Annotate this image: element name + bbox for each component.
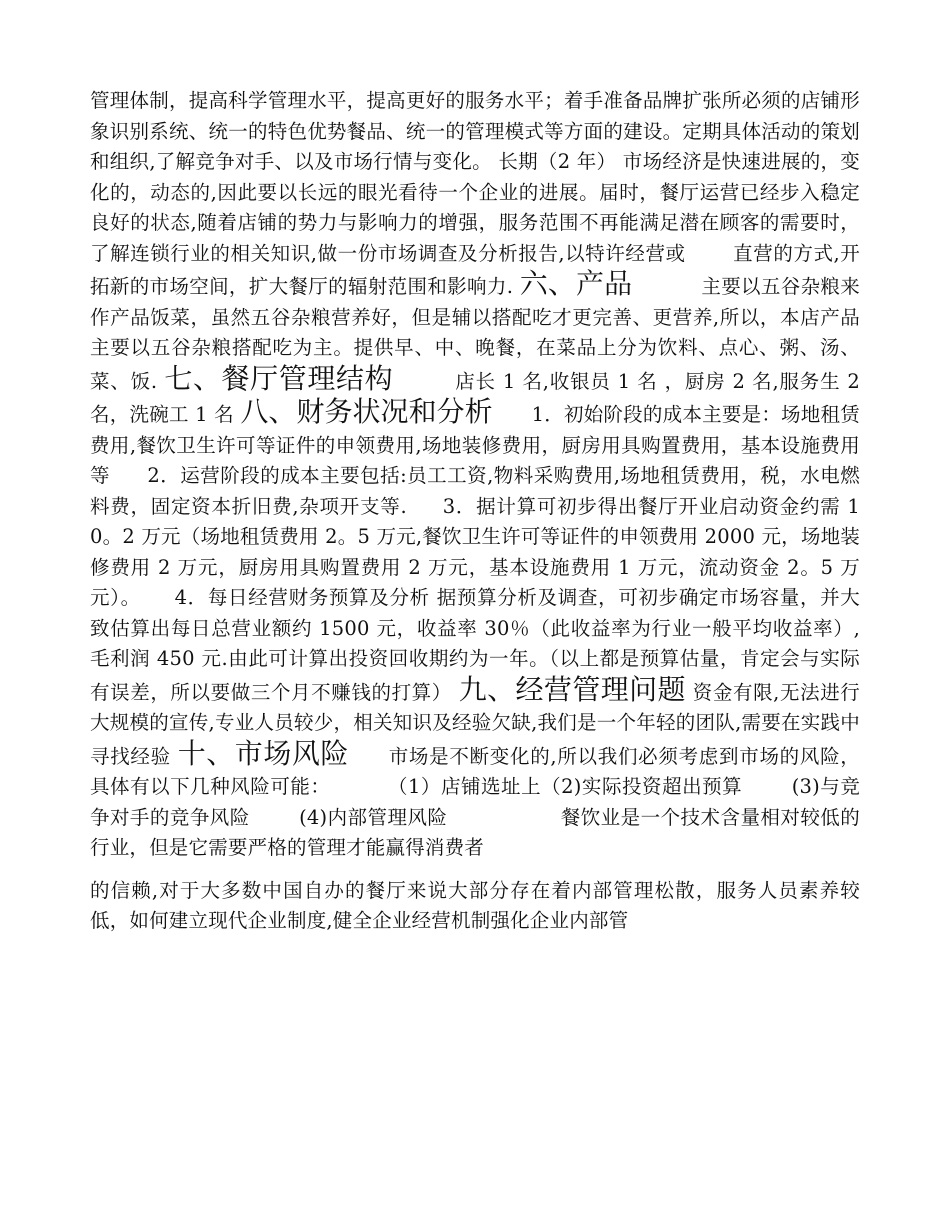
text-run: 市场是不断变化的,所以我们必须考虑到市场的风险，具体有以下几种风险可能： (90, 744, 860, 798)
text-run: 3．据计算可初步得出餐厅开业启动资金约需 10。2 万元（场地租赁费用 2。5 万元,餐饮卫生许可等证件的申领费用 2000 元，场地装修费用 2 万元，厨房用具购置费用 2 万元，基本设施费用 1 万元，流动资金 2。5 万元）。 (90, 494, 860, 609)
text-run: 资金有限,无法进行大规模的宣传,专业人员较少，相关知识及经验欠缺,我们是一个年轻的团队,需要在实践中寻找经验 (90, 680, 861, 768)
text-run: (3)与竞争对手的竞争风险 (90, 775, 861, 829)
text-run: 店长 1 名,收银员 1 名 ，厨房 2 名,服务生 2 名，洗碗工 1 名 (90, 369, 861, 426)
text-run: (4)内部管理风险 (299, 805, 448, 829)
section-heading-finance: 八、财务状况和分析 (240, 395, 493, 428)
section-heading-market-risk: 十、市场风险 (177, 736, 349, 770)
text-run: 4．每日经营财务预算及分析 据预算分析及调查，可初步确定市场容量，并大致估算出每日总营业额约 1500 元，收益率 30％（此收益率为行业一般平均收益率）,毛利润 450 元.由此可计算出投资回收期约为一年。（以上都是预算估量，肯定会与实际有误差，所以要做三个月不赚钱的打算） (90, 586, 861, 704)
text-run: 餐饮业是一个技术含量相对较低的行业，但是它需要严格的管理才能赢得消费者 (90, 805, 860, 859)
section-heading-management-structure: 七、餐厅管理结构 (164, 361, 394, 395)
text-run: 管理体制，提高科学管理水平，提高更好的服务水平；着手准备品牌扩张所必须的店铺形象识别系统、统一的特色优势餐品、统一的管理模式等方面的建设。定期具体活动的策划和组织,了解竞争对手、以及市场行情与变化。 长期（2 年） 市场经济是快速进展的，变化的，动态的,因此要以长远的眼光看待一个企业的进展。届时，餐厅运营已经步入稳定良好的状态,随着店铺的势力与影响力的增强，服务范围不再能满足潜在顾客的需要时，了解连锁行业的相关知识,做一份市场调查及分析报告,以特许经营或 (90, 89, 860, 265)
text-run: 直营的方式,开拓新的市场空间，扩大餐厅的辐射范围和影响力. (90, 241, 860, 298)
body-paragraph (90, 86, 860, 864)
text-run: 1．初始阶段的成本主要是：场地租赁费用,餐饮卫生许可等证件的申领费用,场地装修费用，厨房用具购置费用，基本设施费用等 (90, 403, 860, 487)
text-run: 的信赖,对于大多数中国自办的餐厅来说大部分存在着内部管理松散，服务人员素养较低，如何建立现代企业制度,健全企业经营机制强化企业内部管 (90, 878, 860, 932)
body-paragraph (90, 876, 860, 937)
text-run: （1）店铺选址上（2)实际投资超出预算 (387, 775, 743, 798)
section-heading-management-issues: 九、经营管理问题 (458, 672, 686, 706)
text-run: 主要以五谷杂粮来作产品饭菜，虽然五谷杂粮营养好，但是辅以搭配吃才更完善、更营养,所以，本店产品主要以五谷杂粮搭配吃为主。提供早、中、晚餐，在菜品上分为饮料、点心、粥、汤、菜、饭. (90, 275, 860, 393)
document-page (90, 86, 860, 937)
text-run: 2．运营阶段的成本主要包括:员工工资,物料采购费用,场地租赁费用，税，水电燃料费，固定资本折旧费,杂项开支等. (90, 464, 860, 518)
section-heading-products: 六、产品 (519, 267, 633, 300)
